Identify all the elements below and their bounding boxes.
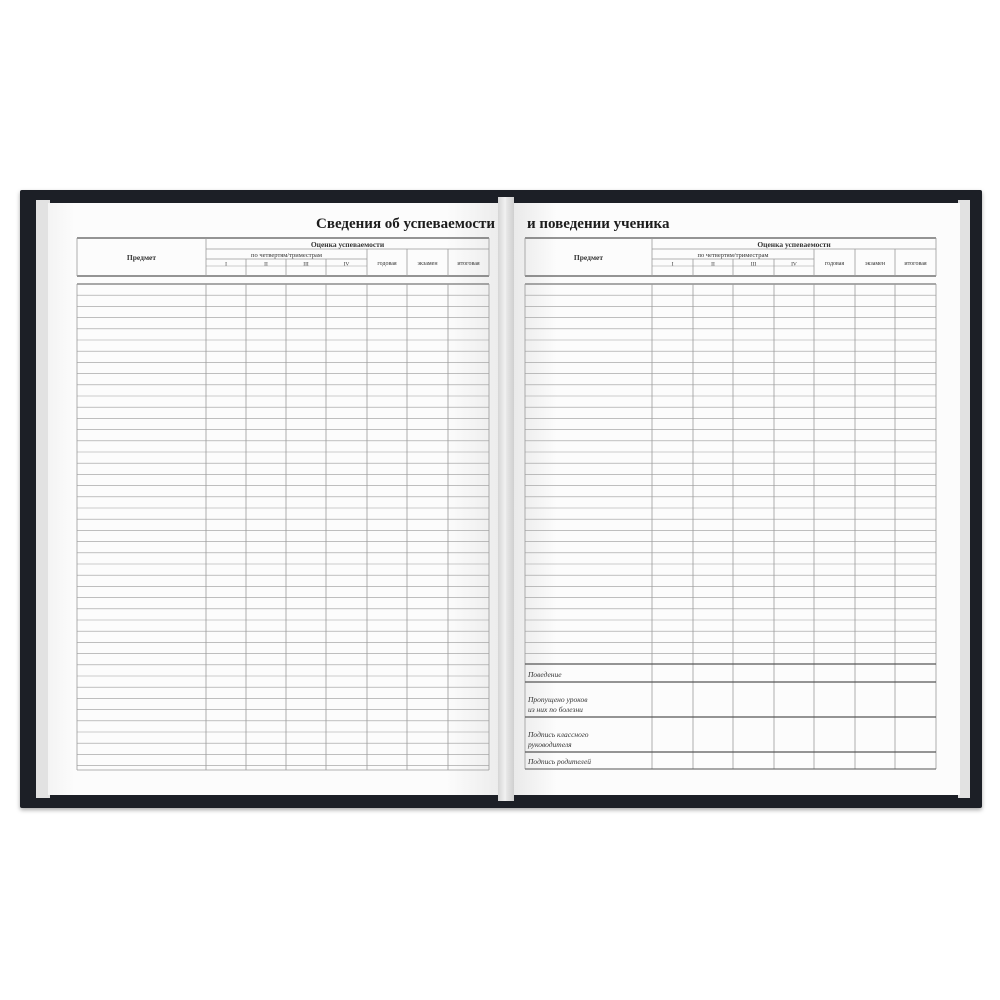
term-header-4: IV: [343, 261, 350, 268]
subject-header: Предмет: [573, 253, 604, 262]
summary-row-label-line: Подпись классного: [528, 730, 589, 739]
terms-group-header: по четвертям/триместрам: [697, 252, 769, 259]
right-page-title: и поведении ученика: [527, 216, 670, 232]
summary-row-label: [528, 695, 652, 715]
summary-row-label-line: руководителя: [528, 740, 572, 749]
term-header-3: III: [303, 261, 309, 268]
terms-group-header: по четвертям/триместрам: [251, 252, 322, 259]
final-header: итоговая: [457, 261, 480, 267]
summary-row-label: [528, 730, 652, 750]
subject-header: Предмет: [126, 253, 157, 262]
summary-row-label-line: Поведение: [528, 670, 562, 679]
term-header-3: III: [750, 261, 757, 268]
final-header: итоговая: [904, 261, 927, 267]
grade-group-header: Оценка успеваемости: [310, 240, 385, 249]
summary-row-label-line: из них по болезни: [528, 705, 583, 714]
term-header-4: IV: [791, 261, 797, 268]
annual-header: годовая: [377, 261, 397, 267]
summary-row-label-line: Подпись родителей: [528, 757, 592, 766]
grade-group-header: Оценка успеваемости: [757, 240, 831, 249]
annual-header: годовая: [824, 261, 845, 267]
term-header-2: II: [711, 261, 715, 268]
term-header-1: I: [671, 261, 674, 268]
summary-row-label: [528, 757, 652, 767]
exam-header: экзамен: [417, 261, 438, 267]
exam-header: экзамен: [864, 261, 886, 267]
summary-row-label: [528, 670, 652, 680]
left-page-title: Сведения об успеваемости: [316, 216, 495, 232]
term-header-1: I: [225, 261, 227, 268]
summary-row-label-line: Пропущено уроков: [528, 695, 588, 704]
term-header-2: II: [264, 261, 268, 268]
